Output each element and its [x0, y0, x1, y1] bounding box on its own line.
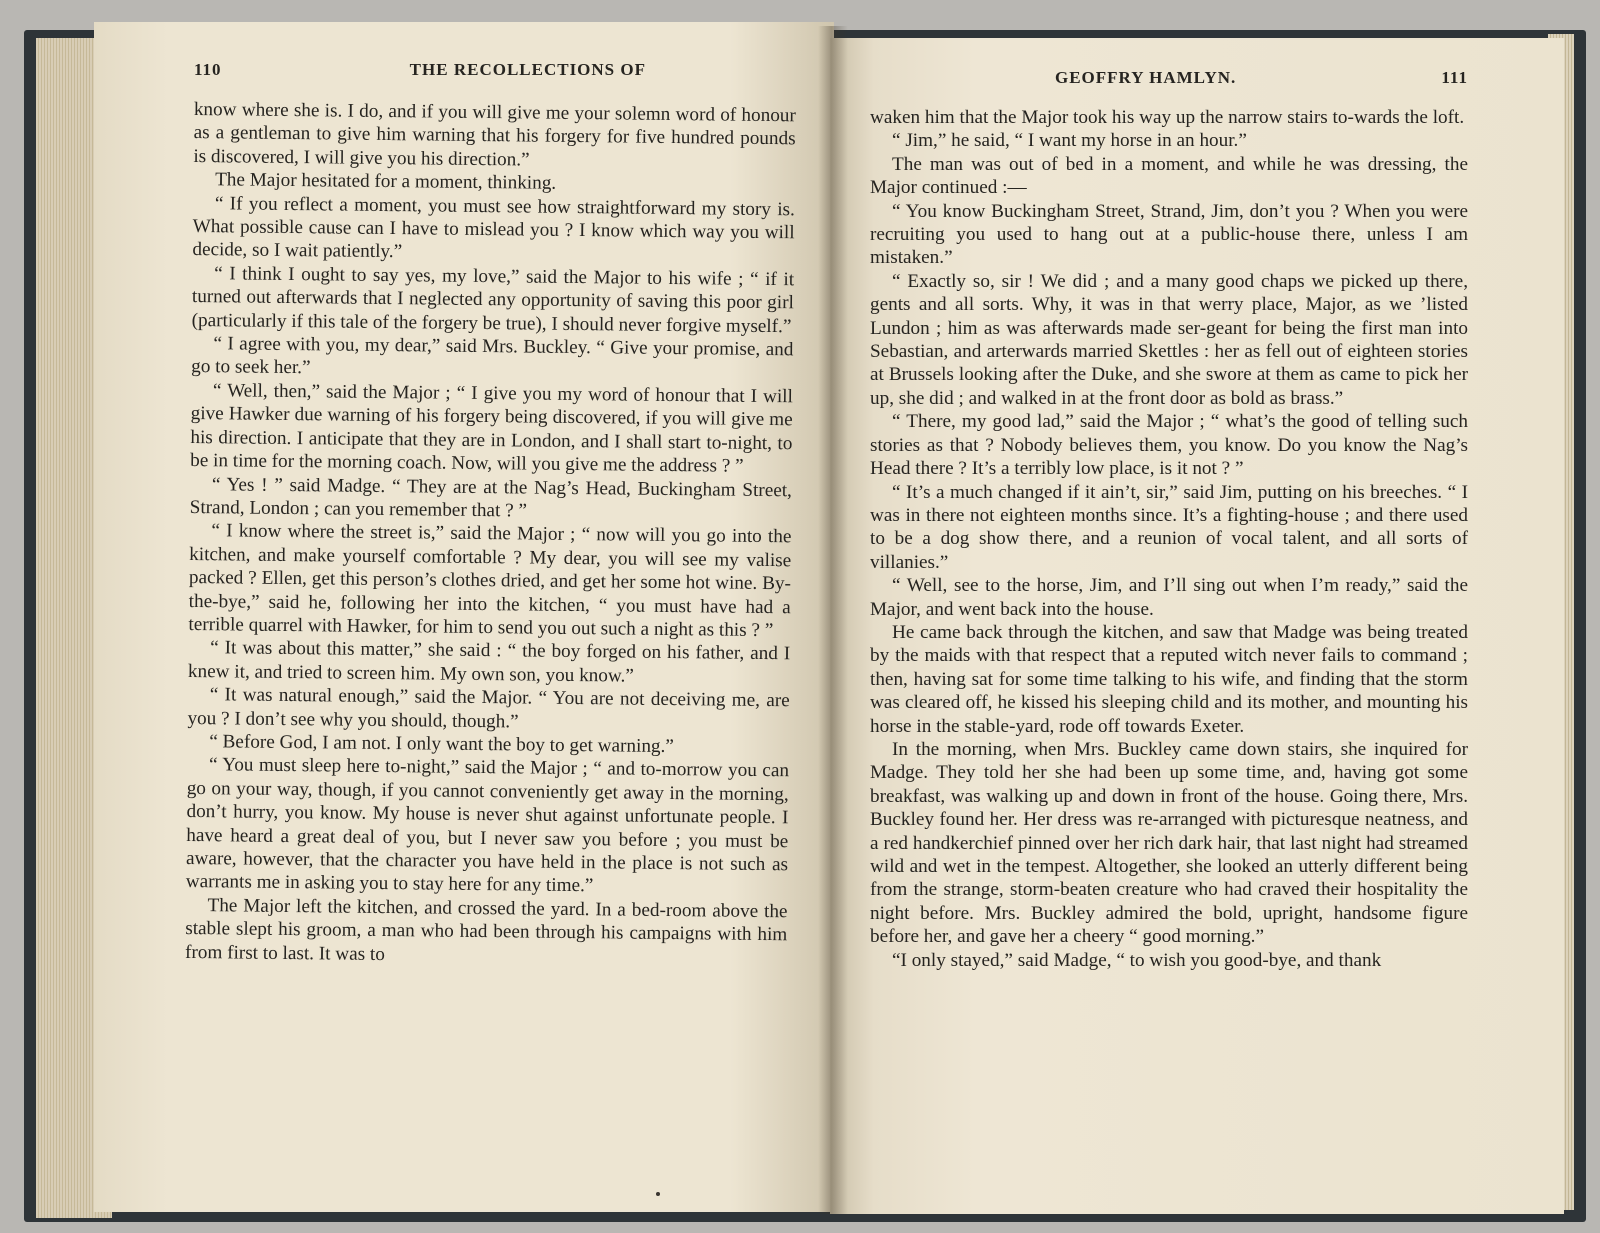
- paragraph: “ If you reflect a moment, you must see how straightforward my story is. What possible cause can I have to mislead you ? I know which way you will decide, so I wait patiently.”: [192, 192, 795, 263]
- paragraph: know where she is. I do, and if you will give me your solemn word of honour as a gentleman to give him warning that his forgery for five hundred pounds is discovered, I will give you his direction.”: [193, 98, 796, 171]
- right-page: [830, 38, 1564, 1214]
- spine-gutter: [818, 26, 848, 1214]
- paragraph: The Major hesitated for a moment, thinking.: [215, 169, 557, 195]
- paragraph: “ You must sleep here to-night,” said the Major ; “ and to-morrow you can go on your way, though, if you cannot conveniently get away in the morning, don’t hurry, you know. My house is never shut against unfortunate people. I have heard a great deal of you, but I never saw you before ; you must be aware, however, that the character you have held in the place is not such as warrants me in asking you to stay here for any time.”: [185, 754, 790, 897]
- paragraph: He came back through the kitchen, and saw that Madge was being treated by the maids with that respect that a reputed witch never fails to command ; then, having sat for some time talking to his wife, and finding that the storm was cleared off, he kissed his sleeping child and its mother, and mounting his horse in the stable-yard, rode off towards Exeter.: [870, 621, 1468, 737]
- paragraph: “ There, my good lad,” said the Major ; “ what’s the good of telling such stories as that ? Nobody believes them, you know. Do you know the Nag’s Head there ? It’s a terribly low place, is it not ? ”: [870, 411, 1468, 480]
- left-page-text: [185, 98, 796, 970]
- paragraph: “ It’s a much changed if it ain’t, sir,” said Jim, putting on his breeches. “ I was in there not eighteen months since. It’s a fighting-house ; and there used to be a dog show there, and a reunion of vocal talent, and all sorts of villanies.”: [870, 481, 1468, 573]
- paragraph: “ I know where the street is,” said the Major ; “ now will you go into the kitchen, and make yourself comfortable ? My dear, you will see my valise packed ? Ellen, get this person’s clothes dried, and get her some hot wine. By-the-bye,” said he, following her into the kitchen, “ you must have had a terrible quarrel with Hawker, for him to send you out such a night as this ? ”: [188, 520, 792, 642]
- paragraph: “ Well, then,” said the Major ; “ I give you my word of honour that I will give Hawker due warning of his forgery being discovered, if you will give me his direction. I anticipate that they are in London, and I shall start to-night, to be in time for the morning coach. Now, will you give me the address ? ”: [190, 380, 794, 477]
- paragraph: “ It was about this matter,” she said : “ the boy forged on his father, and I knew it, and tried to screen him. My own son, you know.”: [187, 637, 791, 687]
- right-running-head: [870, 68, 1468, 88]
- paragraph: “ Well, see to the horse, Jim, and I’ll sing out when I’m ready,” said the Major, and went back into the house.: [870, 575, 1468, 620]
- paragraph: “ Yes ! ” said Madge. “ They are at the Nag’s Head, Buckingham Street, Strand, London ; can you remember that ? ”: [189, 473, 793, 522]
- paragraph: The Major left the kitchen, and crossed the yard. In a bed-room above the stable slept his groom, a man who had been through his campaigns with him from first to last. It was to: [184, 894, 788, 965]
- right-running-title: GEOFFRY HAMLYN.: [1055, 68, 1237, 87]
- paragraph: “ Jim,” he said, “ I want my horse in an hour.”: [892, 130, 1247, 152]
- paragraph: “ You know Buckingham Street, Strand, Jim, don’t you ? When you were recruiting you used to hang out at a public-house there, unless I am mistaken.”: [870, 200, 1468, 269]
- left-running-head: [194, 60, 796, 80]
- paragraph: “ Before God, I am not. I only want the boy to get warning.”: [209, 731, 675, 758]
- paragraph: “ I agree with you, my dear,” said Mrs. Buckley. “ Give your promise, and go to seek her.”: [191, 333, 794, 379]
- left-running-title: THE RECOLLECTIONS OF: [409, 60, 646, 79]
- right-page-number: 111: [1441, 68, 1468, 87]
- left-page-number: 110: [194, 60, 222, 79]
- paragraph: “I only stayed,” said Madge, “ to wish you good-bye, and thank: [892, 949, 1382, 971]
- right-page-text: [870, 106, 1468, 972]
- paragraph: waken him that the Major took his way up the narrow stairs to-wards the loft.: [870, 107, 1465, 128]
- paragraph: In the morning, when Mrs. Buckley came down stairs, she inquired for Madge. They told her she had been up some time, and, having got some breakfast, was walking up and down in front of the house. Going there, Mrs. Buckley found her. Her dress was re-arranged with picturesque neatness, and a red handkerchief pinned over her rich dark hair, that last night had streamed wild and wet in the tempest. Altogether, she looked an utterly different being from the strange, storm-beaten creature who had craved their hospitality the night before. Mrs. Buckley admired the bold, upright, handsome figure before her, and gave her a cheery “ good morning.”: [870, 738, 1468, 948]
- paragraph: “ Exactly so, sir ! We did ; and a many good chaps we picked up there, gents and all sorts. Why, it was in that werry place, Major, as we ’listed Lundon ; him as was afterwards made ser-geant for being the first man into Sebastian, and arterwards married Skettles : her as fell out of eighteen stories at Brussels looking after the Duke, and she swore at them as came to pick her up, she did ; and walked in at the front door as bold as brass.”: [870, 270, 1468, 409]
- paragraph: “ It was natural enough,” said the Major. “ You are not deceiving me, are you ? I don’t see why you should, though.”: [187, 684, 790, 732]
- paragraph: The man was out of bed in a moment, and while he was dressing, the Major continued :—: [870, 153, 1468, 199]
- paragraph: “ I think I ought to say yes, my love,” said the Major to his wife ; “ if it turned out afterwards that I neglected any opportunity of saving this poor girl (particularly if this tale of the forgery be true), I should never forgive myself.”: [191, 263, 795, 337]
- left-page: [94, 22, 834, 1212]
- page-speck: [656, 1192, 660, 1196]
